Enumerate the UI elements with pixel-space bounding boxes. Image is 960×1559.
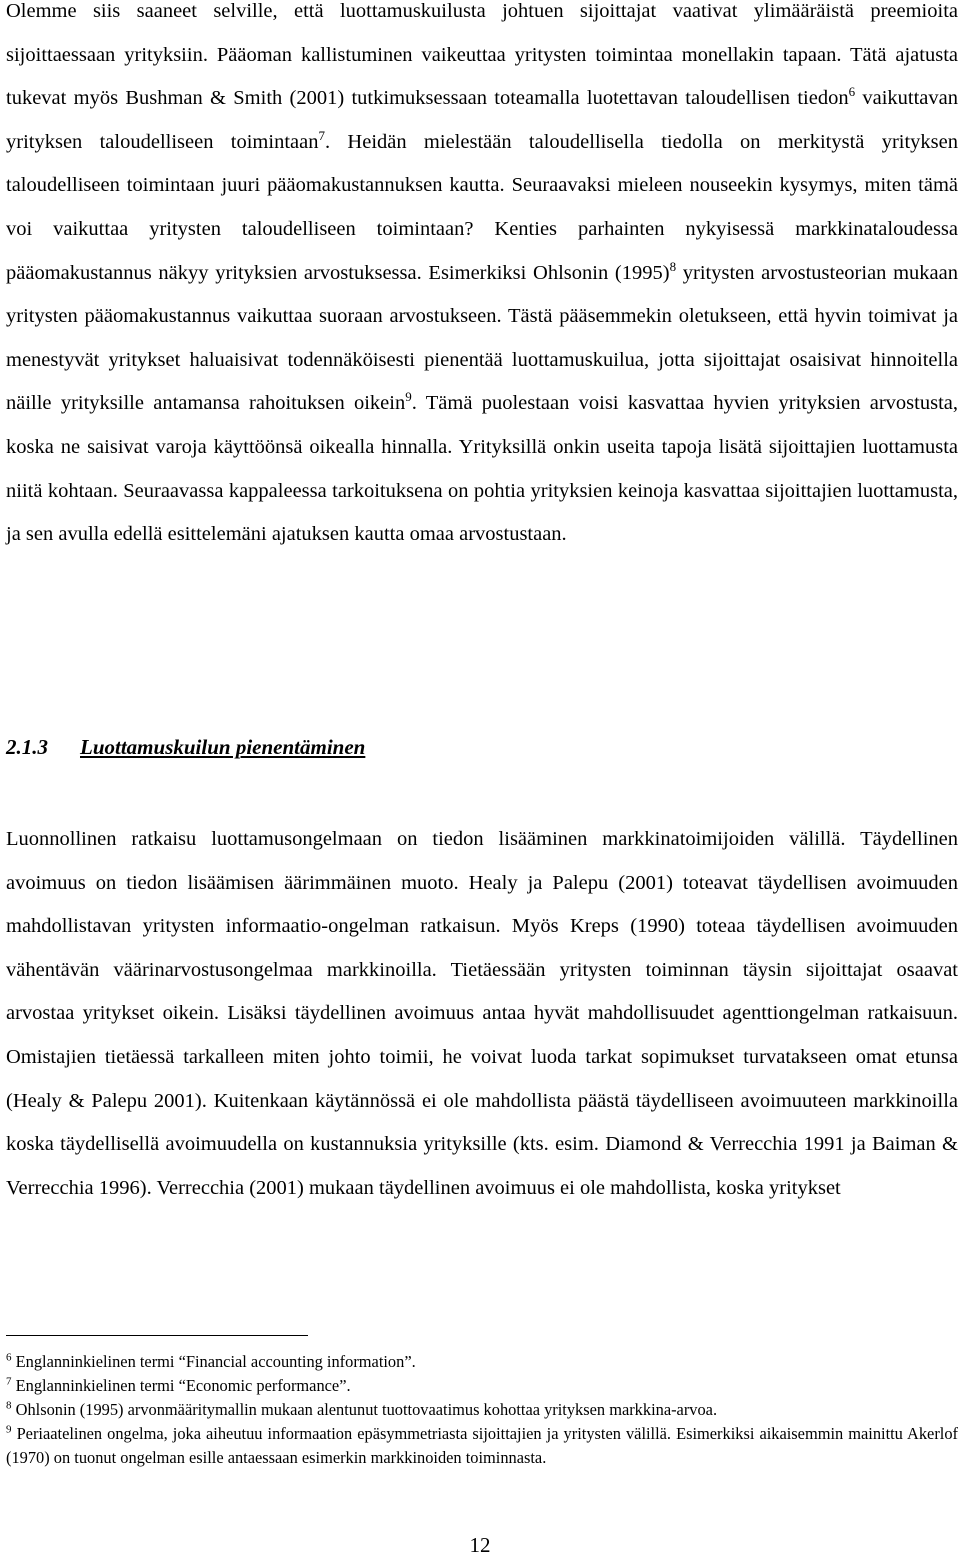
footnote-8 — [6, 1398, 958, 1422]
paragraph-text: Olemme siis saaneet selville, että luottamuskuilusta johtuen sijoittajat vaativat ylimääräistä preemioita sijoittaessaan yrityksiin. Pääoman kallistuminen vaikeuttaa yritysten toimintaa monellakin tapaan. Tätä ajatusta tukevat myös Bushman & Smith (2001) tutkimuksessaan toteamalla luotettavan taloudellisen tiedon — [6, 0, 958, 110]
footnote-number: 6 — [6, 1351, 12, 1364]
footnote-7 — [6, 1374, 958, 1398]
footnote-number: 8 — [6, 1399, 12, 1412]
footnotes — [6, 1350, 958, 1470]
footnote-number: 9 — [6, 1423, 12, 1436]
section-title: Luottamuskuilun pienentäminen — [80, 735, 366, 759]
paragraph-text: . Tämä puolestaan voisi kasvattaa hyvien yrityksien arvostusta, koska ne saisivat varoja käyttöönsä oikealla hinnalla. Yrityksillä onkin useita tapoja lisätä sijoittajien luottamusta niitä kohtaan. Seuraavassa kappaleessa tarkoituksena on pohtia yrityksien keinoja kasvattaa sijoittajien luottamusta, ja sen avulla edellä esittelemäni ajatuksen kautta omaa arvostustaan. — [6, 392, 958, 546]
footnote-text: Ohlsonin (1995) arvonmääritymallin mukaan alentunut tuottovaatimus kohottaa yrityksen markkina-arvoa. — [15, 1400, 718, 1419]
paragraph-text: vaikuttavan yrityksen taloudelliseen toimintaan — [6, 87, 958, 153]
footnote-number: 7 — [6, 1375, 12, 1388]
footnote-reference[interactable]: 6 — [848, 84, 856, 100]
footnote-9 — [6, 1422, 958, 1470]
footnote-reference[interactable]: 9 — [405, 389, 412, 405]
body-paragraph-2: Luonnollinen ratkaisu luottamusongelmaan on tiedon lisääminen markkinatoimijoiden välillä. Täydellinen avoimuus on tiedon lisäämisen äärimmäinen muoto. Healy ja Palepu (2001) toteavat täydellisen avoimuuden mahdollistavan yritysten informaatio-ongelman ratkaisun. Myös Kreps (1990) toteaa täydellisen avoimuuden vähentävän väärinarvostusongelmaa markkinoilla. Tietäessään yritysten toiminnan täysin sijoittajat osaavat arvostaa yritykset oikein. Lisäksi täydellinen avoimuus antaa hyvät mahdollisuudet agenttiongelman ratkaisuun. Omistajien tietäessä tarkalleen miten johto toimii, he voivat luoda tarkat sopimukset turvatakseen omat etunsa (Healy & Palepu 2001). Kuitenkaan käytännössä ei ole mahdollista päästä täydelliseen avoimuuteen markkinoilla koska täydellisellä avoimuudella on kustannuksia yrityksille (kts. esim. Diamond & Verrecchia 1991 ja Baiman & Verrecchia 1996). Verrecchia (2001) mukaan täydellinen avoimuus ei ole mahdollista, koska yritykset — [6, 828, 958, 1199]
footnote-text: Periaatelinen ongelma, joka aiheutuu informaation epäsymmetriasta sijoittajien ja yritysten välillä. Esimerkiksi aikaisemmin mainittu Akerlof (1970) on tuonut ongelman esille antaessaan esimerkin markkinoiden toiminnasta. — [6, 1424, 958, 1467]
paragraph-text: . Heidän mielestään taloudellisella tiedolla on merkitystä yrityksen taloudelliseen toimintaan juuri pääomakustannuksen kautta. Seuraavaksi mieleen nouseekin kysymys, miten tämä voi vaikuttaa yritysten taloudelliseen toimintaan? Kenties parhainten nykyisessä markkinataloudessa pääomakustannus näkyy yrityksien arvostuksessa. Esimerkiksi Ohlsonin (1995) — [6, 130, 958, 284]
page-number: 12 — [469, 1533, 491, 1557]
paragraph-text: yritysten arvostusteorian mukaan yritysten pääomakustannus vaikuttaa suoraan arvostukseen. Tästä pääsemmekin oletukseen, että hyvin toimivat ja menestyvät yritykset haluaisivat todennäköisesti pienentää luottamuskuilua, jotta sijoittajat osaisivat hinnoitella näille yrityksille antamansa rahoituksen oikein — [6, 261, 958, 415]
footnote-reference[interactable]: 8 — [669, 258, 677, 274]
body-paragraph-1 — [6, 0, 958, 557]
footnote-text: Englanninkielinen termi “Economic performance”. — [15, 1376, 351, 1395]
section-heading — [6, 735, 365, 760]
section-number: 2.1.3 — [6, 735, 48, 759]
footnote-text: Englanninkielinen termi “Financial accounting information”. — [15, 1352, 416, 1371]
footnote-reference[interactable]: 7 — [318, 127, 325, 143]
footnote-divider — [6, 1335, 308, 1336]
footnote-6 — [6, 1350, 958, 1374]
